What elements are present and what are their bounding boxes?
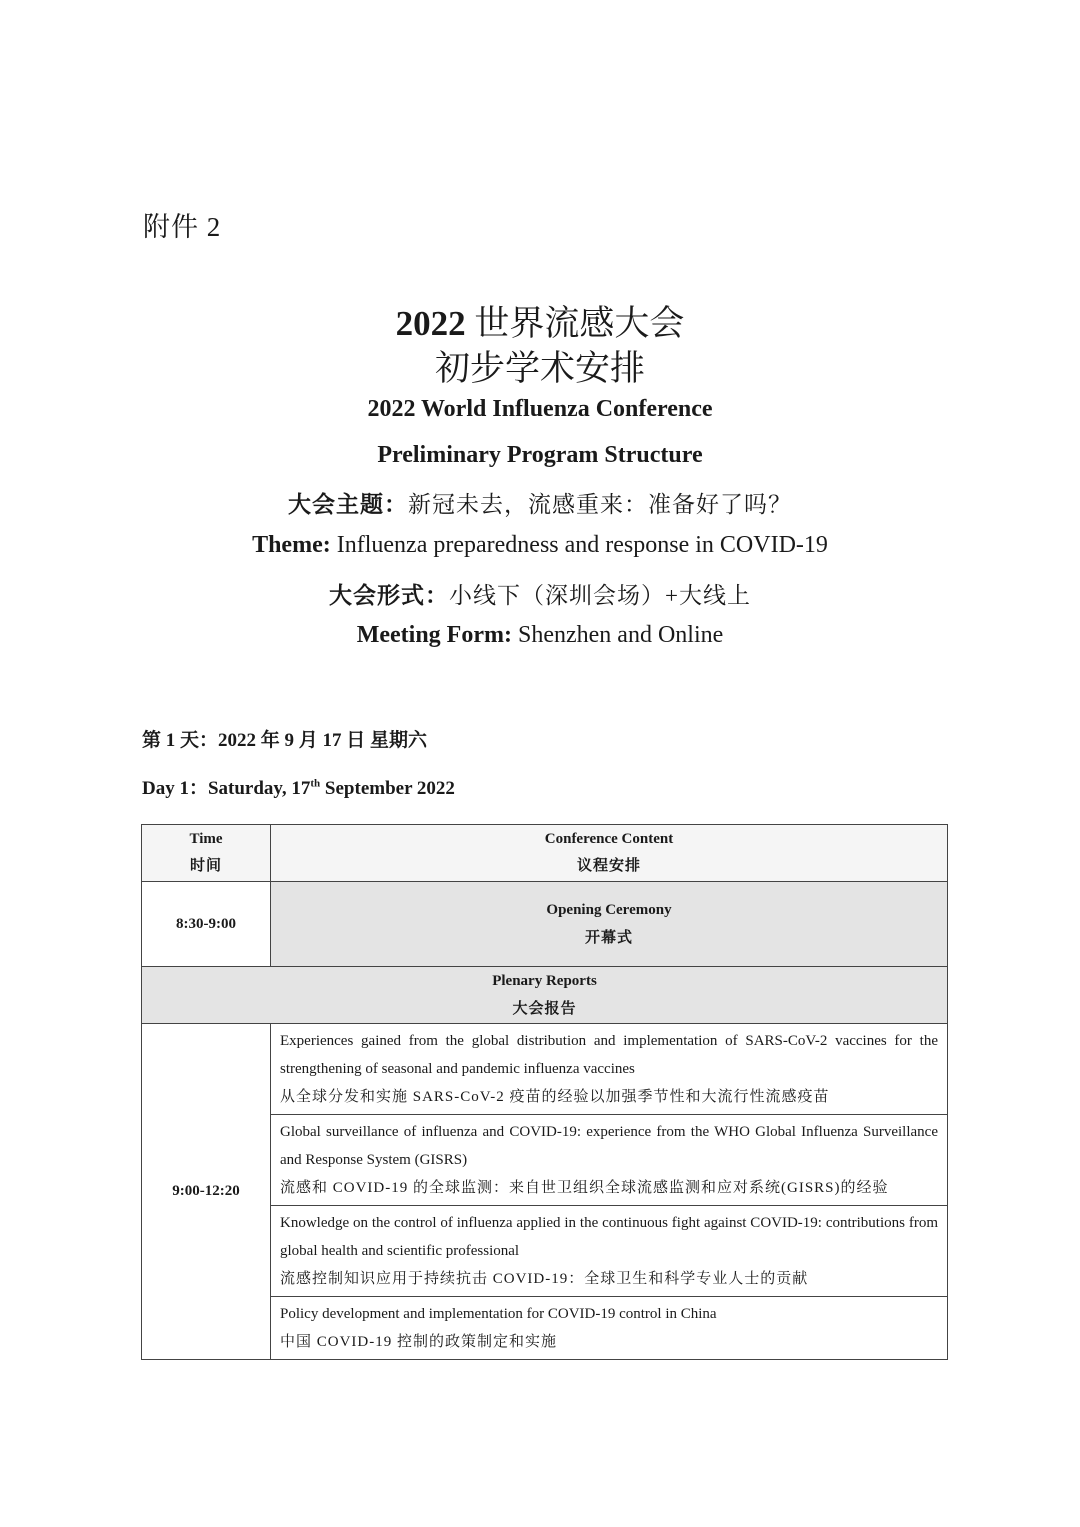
form-cn-label: 大会形式：: [329, 583, 449, 608]
day-heading-cn: 第 1 天：2022 年 9 月 17 日 星期六: [142, 730, 428, 751]
opening-content: [271, 882, 948, 967]
report-2-cn: 流感和 COVID-19 的全球监测：来自世卫组织全球流感监测和应对系统(GISRS)的经验: [280, 1180, 889, 1196]
title-en-line2: Preliminary Program Structure: [377, 442, 703, 468]
plenary-cn: 大会报告: [512, 1001, 577, 1017]
program-table: [141, 824, 948, 1360]
plenary-header: [142, 967, 948, 1024]
report-1-en: Experiences gained from the global distribution and implementation of SARS-CoV-2 vaccines for the strengthening of seasonal and pandemic influenza vaccines: [280, 1033, 938, 1077]
report-3-cn: 流感控制知识应用于持续抗击 COVID-19：全球卫生和科学专业人士的贡献: [280, 1271, 809, 1287]
report-1-cn: 从全球分发和实施 SARS-CoV-2 疫苗的经验以加强季节性和大流行性流感疫苗: [280, 1089, 830, 1105]
title-cn-name: 世界流感大会: [474, 304, 685, 343]
table-row-report-1: [142, 1024, 948, 1115]
report-3-en: Knowledge on the control of influenza applied in the continuous fight against COVID-19: contributions from global health and scientific professional: [280, 1215, 938, 1259]
title-cn-line1: [0, 296, 1080, 346]
title-en-line1: 2022 World Influenza Conference: [367, 396, 713, 422]
theme-en-value: Influenza preparedness and response in COVID-19: [336, 532, 828, 558]
form-en: [0, 622, 1080, 649]
table-header-row: [142, 825, 948, 882]
opening-en: Opening Ceremony: [546, 902, 672, 918]
form-en-label: Meeting Form:: [356, 622, 512, 648]
title-year: 2022: [395, 304, 466, 343]
table-row-opening: [142, 882, 948, 967]
session-time: 9:00-12:20: [142, 1024, 271, 1360]
plenary-en: Plenary Reports: [492, 973, 597, 989]
opening-cn: 开幕式: [584, 930, 633, 946]
header-time-cn: 时间: [189, 858, 222, 874]
attachment-label: 附件 2: [143, 212, 222, 242]
form-en-value: Shenzhen and Online: [517, 622, 724, 648]
form-cn-value: 小线下（深圳会场）+大线上: [449, 583, 751, 608]
report-4-cn: 中国 COVID-19 控制的政策制定和实施: [280, 1334, 557, 1350]
report-2: [271, 1115, 948, 1206]
table-row-plenary: [142, 967, 948, 1024]
header-time-cell: [142, 825, 271, 882]
day-heading-en: [142, 773, 455, 800]
report-1: [271, 1024, 948, 1115]
header-time-en: Time: [189, 831, 223, 847]
opening-time: 8:30-9:00: [142, 882, 271, 967]
report-4-en: Policy development and implementation for COVID-19 control in China: [280, 1306, 717, 1322]
day-en-prefix: Day 1：Saturday, 17: [142, 778, 311, 799]
theme-en: [0, 532, 1080, 559]
form-cn: [0, 577, 1080, 610]
theme-cn-label: 大会主题：: [288, 492, 408, 517]
report-2-en: Global surveillance of influenza and COVID-19: experience from the WHO Global Influenza Surveillance and Response System (GISRS): [280, 1124, 938, 1168]
theme-cn-value: 新冠未去，流感重来：准备好了吗？: [408, 492, 792, 517]
header-content-en: Conference Content: [544, 831, 674, 847]
report-3: [271, 1206, 948, 1297]
report-4: [271, 1297, 948, 1360]
title-cn-line2: 初步学术安排: [434, 349, 645, 388]
header-content-cell: [271, 825, 948, 882]
day-en-sup: th: [310, 777, 321, 790]
header-content-cn: 议程安排: [576, 858, 641, 874]
theme-cn: [0, 486, 1080, 519]
day-en-suffix: September 2022: [320, 778, 455, 799]
theme-en-label: Theme:: [252, 532, 331, 558]
